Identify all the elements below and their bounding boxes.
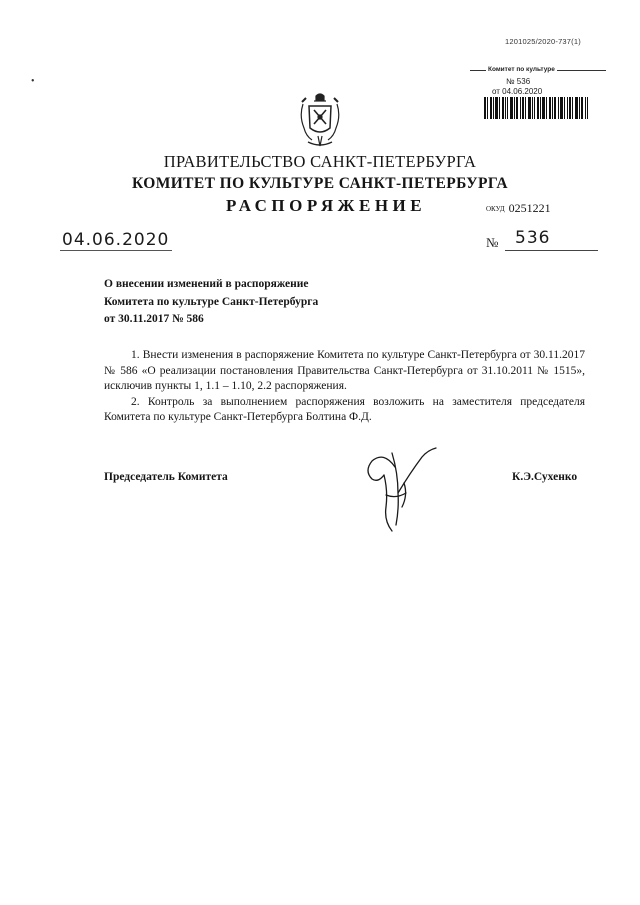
subject-line-2: Комитета по культуре Санкт-Петербурга: [104, 295, 319, 308]
okud-label: ОКУД: [486, 205, 505, 213]
barcode-icon: [484, 97, 588, 119]
stamp-number: № 536: [506, 77, 531, 86]
document-type: РАСПОРЯЖЕНИЕ: [226, 196, 427, 215]
number-underline: [505, 250, 598, 251]
okud-value: 0251221: [508, 201, 551, 215]
registration-date: 04.06.2020: [62, 230, 170, 250]
document-subject: [104, 276, 318, 329]
stamp-date: от 04.06.2020: [492, 87, 543, 96]
committee-title: КОМИТЕТ ПО КУЛЬТУРЕ САНКТ-ПЕТЕРБУРГА: [131, 175, 509, 192]
document-number: 1201025/2020-737(1): [505, 37, 581, 46]
paragraph-1: 1. Внести изменения в распоряжение Комитета по культуре Санкт-Петербурга от 30.11.2017 № 586 «О реализации постановления Правительства Санкт-Петербурга от 31.10.2011 № 1515», исключив пункты 1, 1.1 – 1.10, 2.2 распоряжения.: [104, 349, 585, 392]
signatory-name: К.Э.Сухенко: [512, 471, 578, 483]
subject-line-1: О внесении изменений в распоряжение: [104, 278, 309, 290]
government-title: ПРАВИТЕЛЬСТВО САНКТ-ПЕТЕРБУРГА: [163, 152, 477, 171]
subject-line-3: от 30.11.2017 № 586: [104, 313, 204, 325]
coat-of-arms-icon: [296, 92, 344, 150]
stamp-organization: Комитет по культуре: [488, 66, 555, 73]
handwritten-signature-icon: [362, 447, 442, 533]
scan-mark: •: [31, 76, 35, 87]
document-body: [104, 348, 585, 426]
date-underline: [60, 250, 172, 251]
signatory-position: Председатель Комитета: [104, 471, 228, 483]
number-label: №: [486, 235, 499, 250]
registration-number: 536: [515, 228, 551, 248]
okud-code: [486, 201, 551, 216]
paragraph-2: 2. Контроль за выполнением распоряжения возложить на заместителя председателя Комитета по культуре Санкт-Петербурга Болтина Ф.Д.: [104, 395, 585, 423]
